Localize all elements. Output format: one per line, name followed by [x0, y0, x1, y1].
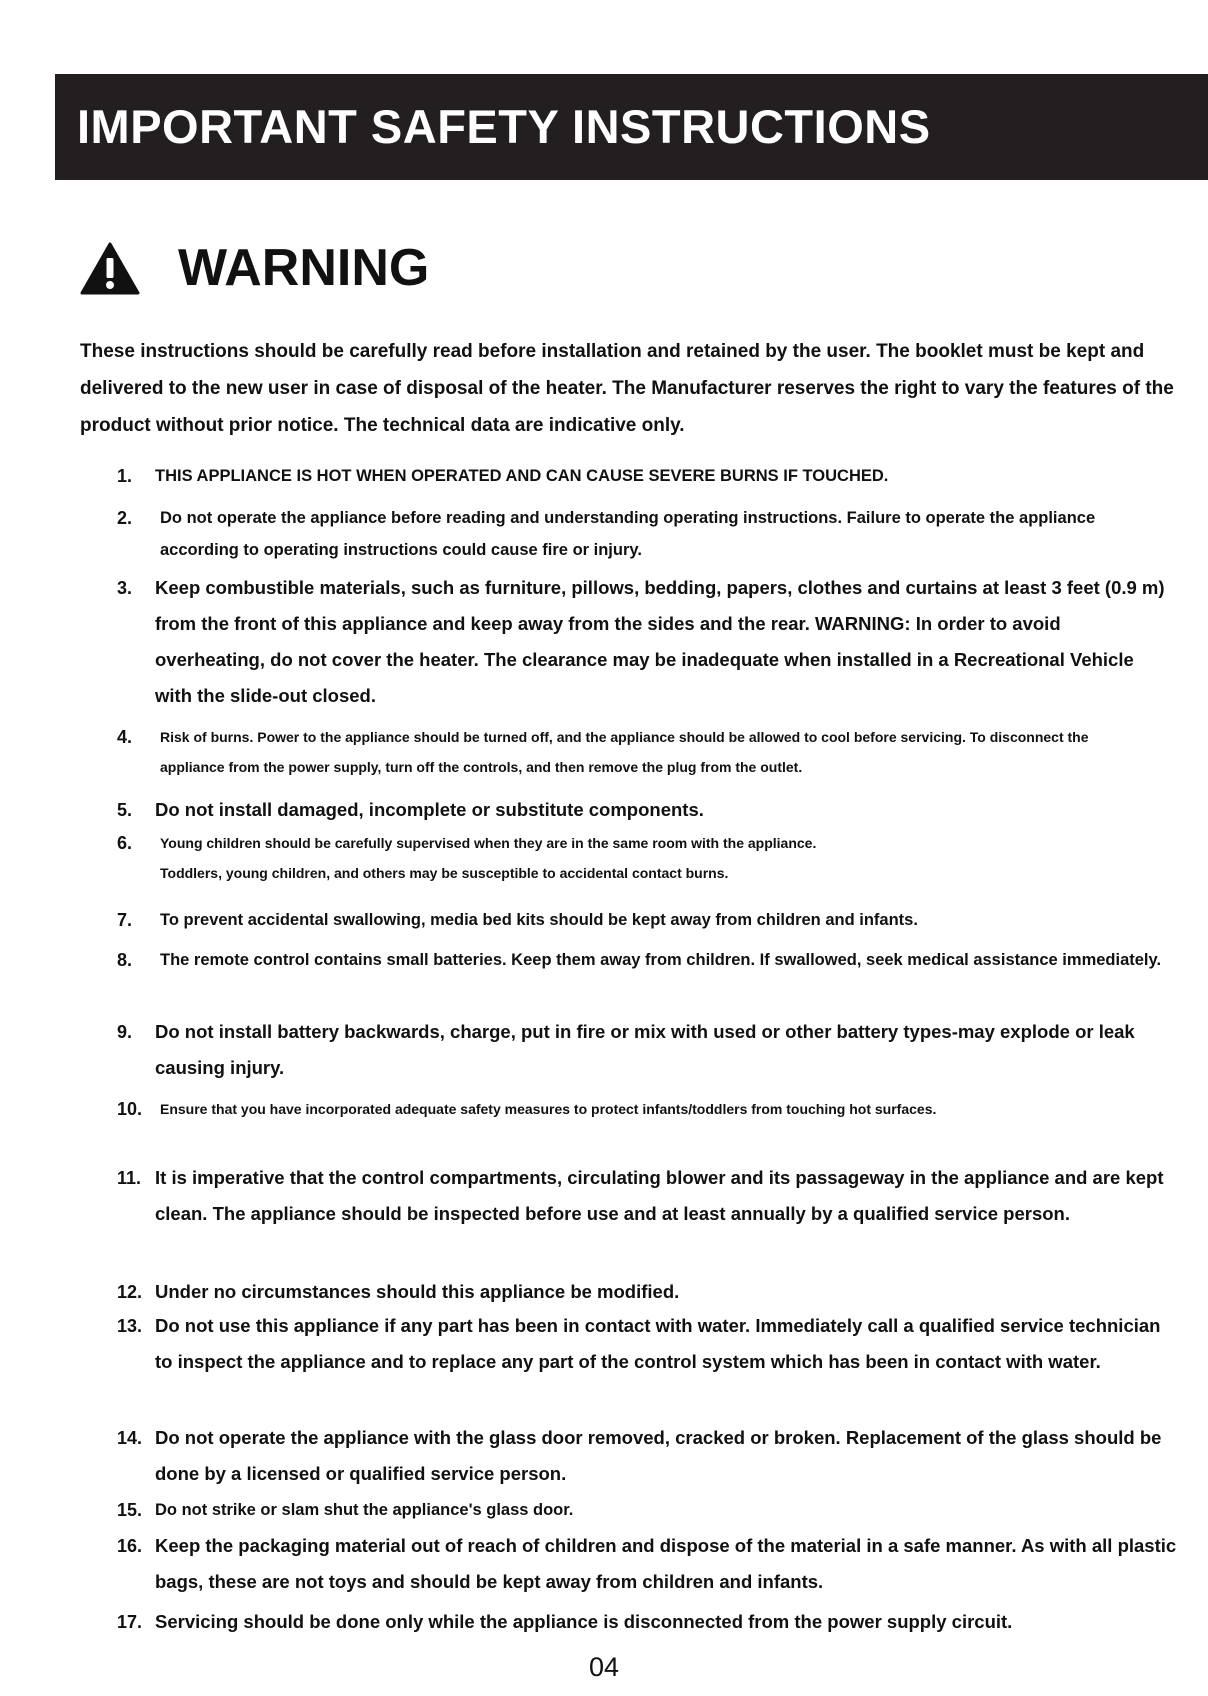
item-number: 9. [117, 1022, 133, 1042]
item-text: Keep the packaging material out of reach of children and dispose of the material in a safe manner. As with all plastic bags, these are not toys and should be kept away from children and infants. [155, 1535, 1177, 1592]
warning-triangle-icon [80, 242, 140, 295]
item-number: 4. [117, 727, 133, 747]
header-bar [55, 74, 1208, 180]
item-text: It is imperative that the control compartments, circulating blower and its passageway in the appliance and are kept clean. The appliance should be inspected before use and at least annually by a qualified service person. [155, 1167, 1164, 1224]
intro-paragraph: These instructions should be carefully read before installation and retained by the user. The booklet must be kept and delivered to the new user in case of disposal of the heater. The Manufacturer reserves the right to vary the features of the product without prior notice. The technical data are indicative only. [80, 341, 1174, 436]
item-number: 13. [117, 1316, 143, 1336]
page-number: 04 [588, 1652, 620, 1682]
item-text: Keep combustible materials, such as furniture, pillows, bedding, papers, clothes and curtains at least 3 feet (0.9 m) from the front of this appliance and keep away from the sides and the rear. WARNING: In order to avoid overheating, do not cover the heater. The clearance may be inadequate when installed in a Recreational Vehicle with the slide-out closed. [155, 577, 1165, 706]
item-text: Risk of burns. Power to the appliance should be turned off, and the appliance should be allowed to cool before servicing. To disconnect the appliance from the power supply, turn off the controls, and then remove the plug from the outlet. [160, 729, 1089, 775]
item-text: THIS APPLIANCE IS HOT WHEN OPERATED AND CAN CAUSE SEVERE BURNS IF TOUCHED. [155, 467, 889, 485]
item-number: 15. [117, 1500, 143, 1520]
page-title: IMPORTANT SAFETY INSTRUCTIONS [77, 100, 931, 153]
item-text: Do not install battery backwards, charge, put in fire or mix with used or other battery types-may explode or leak causing injury. [155, 1021, 1135, 1078]
item-text: Do not operate the appliance with the glass door removed, cracked or broken. Replacement of the glass should be done by a licensed or qualified service person. [155, 1427, 1162, 1484]
item-text: Young children should be carefully supervised when they are in the same room with the appliance. Toddlers, young children, and others may be susceptible to accidental contact burns. [160, 835, 817, 881]
item-number: 14. [117, 1428, 143, 1448]
item-number: 6. [117, 833, 133, 853]
item-number: 17. [117, 1612, 143, 1632]
item-text: Do not install damaged, incomplete or substitute components. [155, 799, 704, 820]
item-text: Do not operate the appliance before reading and understanding operating instructions. Failure to operate the appliance according to operating instructions could cause fire or injury. [160, 509, 1096, 559]
item-number: 2. [117, 508, 133, 528]
item-number: 7. [117, 910, 133, 930]
item-text: Do not strike or slam shut the appliance's glass door. [155, 1501, 574, 1519]
item-text: Servicing should be done only while the appliance is disconnected from the power supply circuit. [155, 1611, 1013, 1632]
item-number: 11. [117, 1168, 142, 1188]
item-number: 5. [117, 800, 133, 820]
item-number: 16. [117, 1536, 143, 1556]
item-text: Ensure that you have incorporated adequate safety measures to protect infants/toddlers from touching hot surfaces. [160, 1101, 937, 1117]
item-number: 3. [117, 578, 133, 598]
warning-title: WARNING [178, 239, 430, 297]
item-number: 1. [117, 466, 133, 486]
item-number: 8. [117, 950, 133, 970]
item-number: 10. [117, 1099, 143, 1119]
item-text: To prevent accidental swallowing, media bed kits should be kept away from children and infants. [160, 911, 918, 929]
item-text: Under no circumstances should this appliance be modified. [155, 1281, 680, 1302]
item-number: 12. [117, 1282, 143, 1302]
item-text: Do not use this appliance if any part has been in contact with water. Immediately call a qualified service technician to inspect the appliance and to replace any part of the control system which has been in contact with water. [155, 1315, 1161, 1372]
item-text: The remote control contains small batteries. Keep them away from children. If swallowed, seek medical assistance immediately. [160, 951, 1162, 969]
